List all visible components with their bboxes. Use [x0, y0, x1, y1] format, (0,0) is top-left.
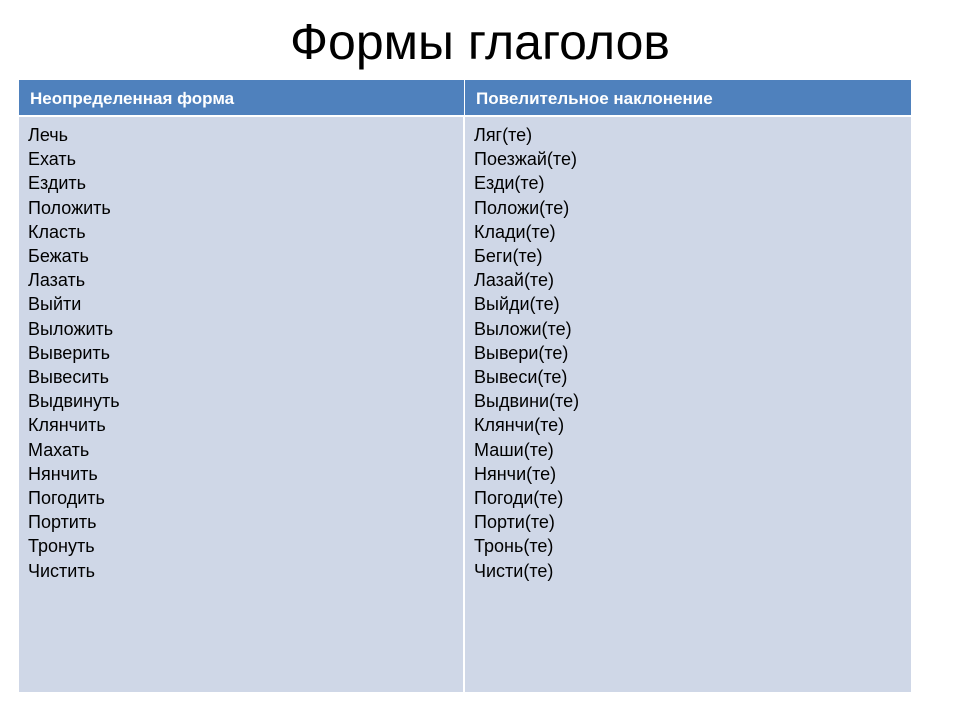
infinitive-item: Бежать [28, 246, 89, 267]
imperative-item: Ляг(те) [474, 125, 533, 145]
infinitive-item: Нянчить [28, 463, 98, 484]
infinitive-list [28, 123, 463, 583]
imperative-item: Тронь(те) [474, 536, 554, 557]
infinitive-item: Выйти [28, 294, 82, 315]
imperative-column [465, 117, 911, 692]
infinitive-item: Ездить [28, 173, 87, 194]
imperative-item: Погоди(те) [474, 488, 564, 509]
imperative-item: Выдвини(те) [474, 391, 580, 412]
infinitive-item: Класть [28, 221, 86, 242]
imperative-list [474, 123, 911, 583]
imperative-item: Маши(те) [474, 439, 554, 460]
infinitive-item: Клянчить [28, 415, 106, 436]
infinitive-item: Чистить [28, 560, 95, 581]
infinitive-item: Положить [28, 197, 111, 218]
imperative-item: Порти(те) [474, 512, 555, 533]
infinitive-item: Погодить [28, 488, 105, 509]
imperative-item: Положи(те) [474, 197, 570, 218]
infinitive-item: Махать [28, 439, 90, 460]
infinitive-column [19, 117, 465, 692]
imperative-item: Нянчи(те) [474, 463, 557, 484]
infinitive-item: Лечь [28, 125, 68, 145]
imperative-item: Вывеси(те) [474, 367, 568, 388]
infinitive-item: Лазать [28, 270, 86, 291]
imperative-item: Клянчи(те) [474, 415, 565, 436]
header-imperative: Повелительное наклонение [465, 80, 911, 117]
imperative-item: Поезжай(те) [474, 149, 577, 170]
imperative-item: Вывери(те) [474, 342, 569, 363]
imperative-item: Выйди(те) [474, 294, 560, 315]
imperative-item: Клади(те) [474, 221, 556, 242]
imperative-item: Езди(те) [474, 173, 545, 194]
infinitive-item: Вывесить [28, 367, 109, 388]
slide-title: Формы глаголов [290, 14, 670, 70]
imperative-item: Беги(те) [474, 246, 543, 267]
infinitive-item: Выдвинуть [28, 391, 120, 412]
infinitive-item: Выверить [28, 342, 111, 363]
imperative-item: Чисти(те) [474, 560, 554, 581]
imperative-item: Лазай(те) [474, 270, 554, 291]
imperative-item: Выложи(те) [474, 318, 572, 339]
infinitive-item: Тронуть [28, 536, 95, 557]
infinitive-item: Выложить [28, 318, 114, 339]
infinitive-item: Ехать [28, 149, 77, 170]
verb-forms-table [19, 80, 911, 692]
infinitive-item: Портить [28, 512, 97, 533]
header-infinitive: Неопределенная форма [19, 80, 465, 117]
